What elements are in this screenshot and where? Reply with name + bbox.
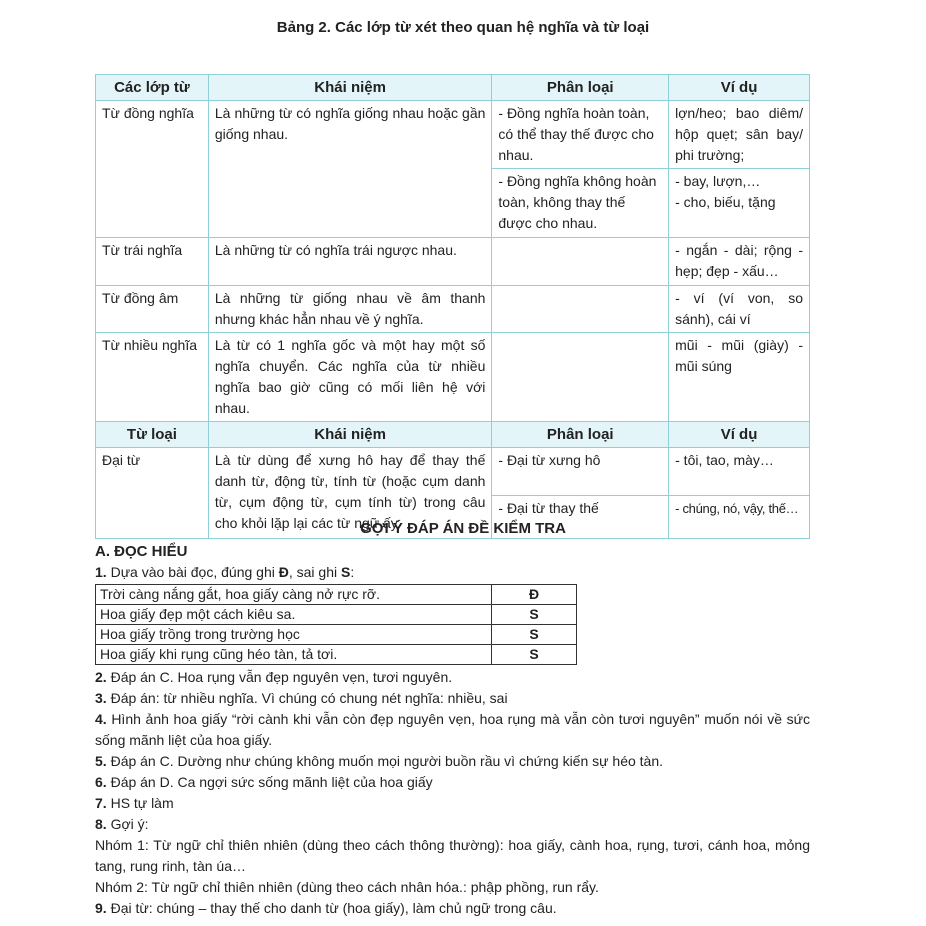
text: Đáp án: từ nhiều nghĩa. Vì chúng có chung nét nghĩa: nhiều, sai (106, 690, 508, 706)
cell-name: Từ nhiều nghĩa (96, 333, 209, 422)
answer: S (492, 625, 577, 645)
answer: S (492, 645, 577, 665)
header-cell: Phân loại (492, 422, 669, 448)
question-1 (95, 562, 810, 583)
text: , sai ghi (288, 564, 341, 580)
answer-item (95, 772, 810, 793)
cell-type (492, 238, 669, 286)
statement: Hoa giấy khi rụng cũng héo tàn, tả tơi. (96, 645, 492, 665)
table-row (96, 585, 577, 605)
cell-name: Từ đồng nghĩa (96, 101, 209, 238)
cell-concept: Là từ dùng để xưng hô hay để thay thế danh từ, động từ, tính từ (hoặc cụm danh từ, cụm động từ, cụm tính từ) trong câu cho khỏi lặp lại các từ ngữ ấy. (208, 448, 492, 539)
cell-type: - Đại từ xưng hô (492, 448, 669, 496)
header-cell: Khái niệm (208, 75, 492, 101)
group-1: Nhóm 1: Từ ngữ chỉ thiên nhiên (dùng theo cách thông thường): hoa giấy, cành hoa, rụng, tươi, cánh hoa, mỏng tang, rung rinh, tàn úa… (95, 837, 810, 874)
cell-type: - Đồng nghĩa hoàn toàn, có thể thay thế được cho nhau. (492, 101, 669, 169)
answer-item (95, 898, 810, 919)
answer-item (95, 709, 810, 751)
group-2: Nhóm 2: Từ ngữ chỉ thiên nhiên (dùng theo cách nhân hóa.: phập phồng, run rẩy. (95, 879, 599, 895)
cell-concept: Là từ có 1 nghĩa gốc và một hay một số nghĩa chuyển. Các nghĩa của từ nhiều nghĩa bao giờ cũng có mối liên hệ với nhau. (208, 333, 492, 422)
table-header-row (96, 422, 810, 448)
cell-concept: Là những từ có nghĩa trái ngược nhau. (208, 238, 492, 286)
answer-item (95, 814, 810, 835)
header-cell: Phân loại (492, 75, 669, 101)
table-row (96, 448, 810, 496)
answer-item (95, 688, 810, 709)
cell-type: - Đồng nghĩa không hoàn toàn, không thay thế được cho nhau. (492, 169, 669, 238)
cell-example: - ngắn - dài; rộng - hẹp; đẹp - xấu… (669, 238, 810, 286)
header-cell: Ví dụ (669, 75, 810, 101)
text: Gợi ý: (106, 816, 149, 832)
text: Đáp án C. Hoa rụng vẫn đẹp nguyên vẹn, tươi nguyên. (106, 669, 453, 685)
cell-name: Từ trái nghĩa (96, 238, 209, 286)
table-row (96, 605, 577, 625)
answers-title: GỢI Ý ĐÁP ÁN ĐỀ KIỂM TRA (360, 520, 566, 537)
table-row (96, 333, 810, 422)
header-cell: Các lớp từ (96, 75, 209, 101)
statement: Hoa giấy trồng trong trường học (96, 625, 492, 645)
answer: Đ (492, 585, 577, 605)
answers-body (95, 541, 810, 919)
table-row (96, 238, 810, 286)
cell-example: - ví (ví von, so sánh), cái ví (669, 286, 810, 333)
text: S (341, 564, 351, 580)
text: Đáp án D. Ca ngợi sức sống mãnh liệt của hoa giấy (106, 774, 433, 790)
item-number: 6. (95, 774, 107, 790)
table-row (96, 101, 810, 169)
cell-example: mũi - mũi (giày) - mũi súng (669, 333, 810, 422)
text: : (350, 564, 355, 580)
section-heading: A. ĐỌC HIỂU (95, 543, 188, 560)
word-class-table (95, 74, 810, 539)
item-number: 4. (95, 711, 107, 727)
table-row (96, 625, 577, 645)
answer-item (95, 751, 810, 772)
item-number: 7. (95, 795, 107, 811)
text: HS tự làm (106, 795, 174, 811)
statement: Trời càng nắng gắt, hoa giấy càng nở rực rỡ. (96, 585, 492, 605)
text: Đ (278, 564, 289, 580)
answer-item (95, 793, 810, 814)
cell-example: - bay, lượn,… - cho, biếu, tặng (669, 169, 810, 238)
header-cell: Từ loại (96, 422, 209, 448)
cell-example: lợn/heo; bao diêm/ hộp quẹt; sân bay/ phi trường; (669, 101, 810, 169)
answer: S (492, 605, 577, 625)
item-number: 5. (95, 753, 107, 769)
cell-type (492, 286, 669, 333)
statement: Hoa giấy đẹp một cách kiêu sa. (96, 605, 492, 625)
table-header-row (96, 75, 810, 101)
text: Đáp án C. Dường như chúng không muốn mọi người buồn rầu vì chứng kiến sự héo tàn. (106, 753, 664, 769)
table-row (96, 645, 577, 665)
item-number: 8. (95, 816, 107, 832)
cell-name: Đại từ (96, 448, 209, 539)
header-cell: Ví dụ (669, 422, 810, 448)
item-number: 9. (95, 900, 107, 916)
true-false-table (95, 584, 577, 665)
item-number: 1. (95, 564, 107, 580)
cell-type: - Đại từ thay thế (492, 496, 669, 539)
item-number: 3. (95, 690, 107, 706)
table-row (96, 286, 810, 333)
answer-item (95, 667, 810, 688)
cell-concept: Là những từ giống nhau về âm thanh nhưng khác hẳn nhau về ý nghĩa. (208, 286, 492, 333)
cell-type (492, 333, 669, 422)
table-title: Bảng 2. Các lớp từ xét theo quan hệ nghĩa và từ loại (276, 19, 650, 36)
text: Dựa vào bài đọc, đúng ghi (106, 564, 279, 580)
text: Đại từ: chúng – thay thế cho danh từ (hoa giấy), làm chủ ngữ trong câu. (106, 900, 557, 916)
cell-example: - chúng, nó, vậy, thế… (669, 496, 810, 539)
cell-name: Từ đồng âm (96, 286, 209, 333)
cell-concept: Là những từ có nghĩa giống nhau hoặc gần giống nhau. (208, 101, 492, 238)
header-cell: Khái niệm (208, 422, 492, 448)
item-number: 2. (95, 669, 107, 685)
cell-example: - tôi, tao, mày… (669, 448, 810, 496)
text: Hình ảnh hoa giấy “rời cành khi vẫn còn đẹp nguyên vẹn, hoa rụng mà vẫn còn tươi nguyên” muốn nói về sức sống mãnh liệt của hoa giấy. (95, 711, 810, 748)
